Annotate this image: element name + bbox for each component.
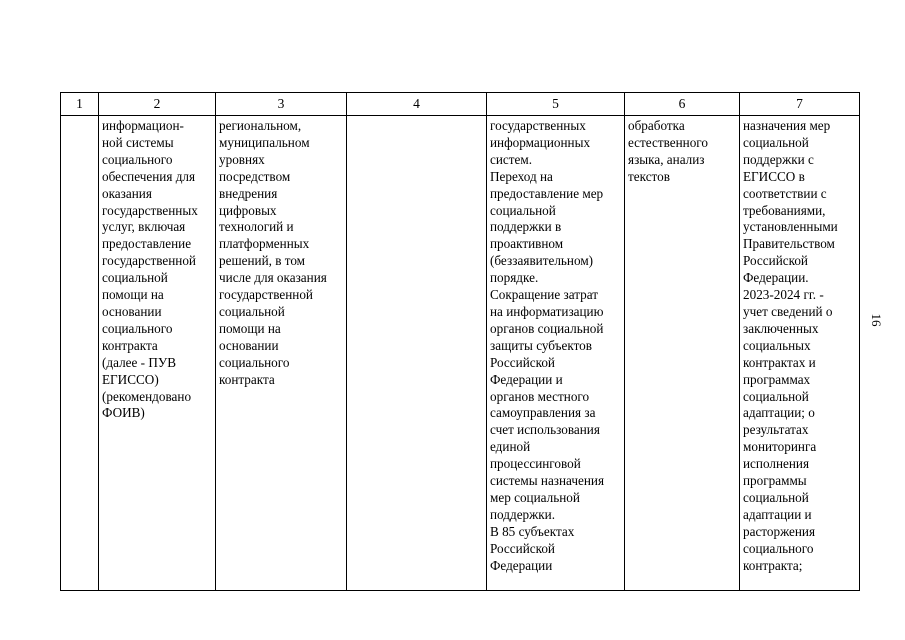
table-row [61,116,860,591]
document-table [60,92,860,591]
column-number-1: 1 [61,93,99,116]
column-number-6: 6 [625,93,740,116]
cell-col-7: назначения мер социальной поддержки с ЕГИССО в соответствии с требованиями, установленными Правительством Российской Федерации. 2023-2024 гг. - учет сведений о заключенных социальных контрактах и программах социальной адаптации; о результатах мониторинга исполнения программы социальной адаптации и расторжения социального контракта; [740,116,860,591]
cell-col-5: государственных информационных систем. Переход на предоставление мер социальной поддержки в проактивном (беззаявительном) порядке. Сокращение затрат на информатизацию органов социальной защиты субъектов Российской Федерации и органов местного самоуправления за счет использования единой процессинговой системы назначения мер социальной поддержки. В 85 субъектах Российской Федерации [487,116,625,591]
column-number-3: 3 [216,93,347,116]
column-number-4: 4 [347,93,487,116]
cell-col-1 [61,116,99,591]
column-number-row [61,93,860,116]
page-number: 16 [869,313,884,327]
cell-col-6: обработка естественного языка, анализ текстов [625,116,740,591]
cell-col-3: региональном, муниципальном уровнях посредством внедрения цифровых технологий и платформенных решений, в том числе для оказания государственной социальной помощи на основании социального контракта [216,116,347,591]
column-number-2: 2 [99,93,216,116]
column-number-7: 7 [740,93,860,116]
column-number-5: 5 [487,93,625,116]
cell-col-2: информацион- ной системы социального обеспечения для оказания государственных услуг, включая предоставление государственной социальной помощи на основании социального контракта (далее - ПУВ ЕГИССО) (рекомендовано ФОИВ) [99,116,216,591]
cell-col-4 [347,116,487,591]
